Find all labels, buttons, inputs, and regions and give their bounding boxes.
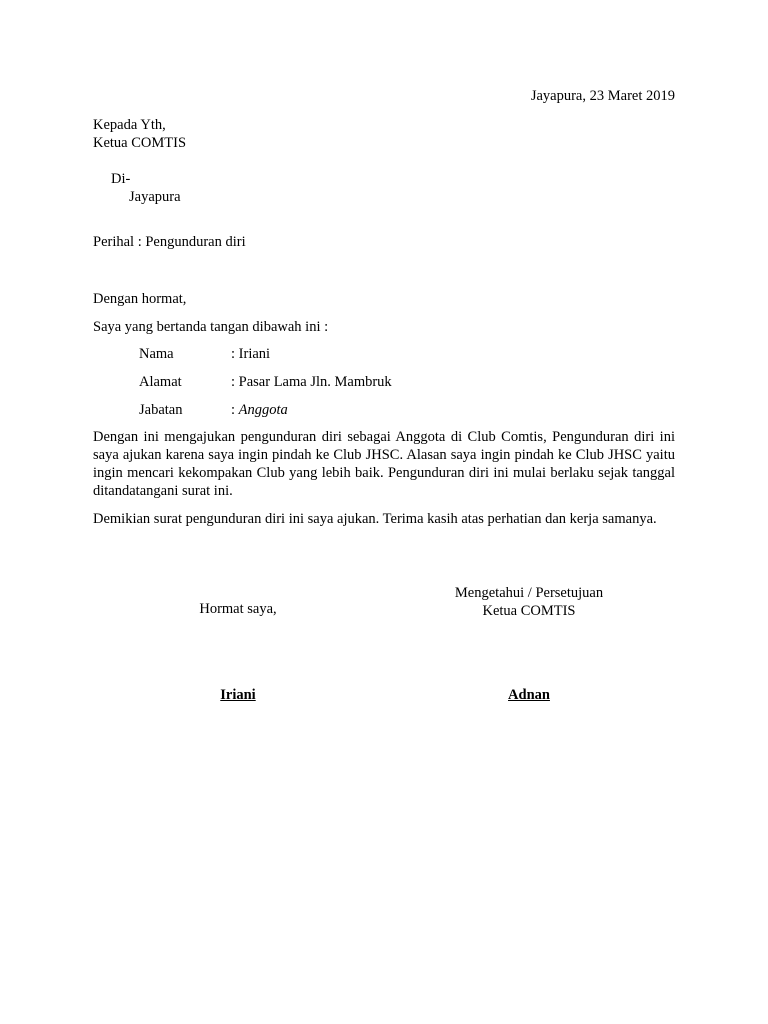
field-colon: : <box>231 402 239 418</box>
field-value-text: Anggota <box>238 402 288 418</box>
place-date: Jayapura, 23 Maret 2019 <box>530 88 675 104</box>
signature-right-title-line1: Mengetahui / Persetujuan <box>454 585 604 601</box>
field-colon: : <box>231 346 239 362</box>
signature-left-name: Iriani <box>220 687 256 703</box>
field-label-alamat: Alamat <box>139 374 182 390</box>
signature-left-title: Hormat saya, <box>199 601 277 617</box>
field-value-jabatan <box>231 401 288 419</box>
intro-line: Saya yang bertanda tangan dibawah ini : <box>93 319 329 335</box>
greeting: Dengan hormat, <box>93 291 187 307</box>
signature-right-title-line2: Ketua COMTIS <box>482 603 576 619</box>
field-label-jabatan: Jabatan <box>139 402 183 418</box>
subject-line: Perihal : Pengunduran diri <box>93 234 246 250</box>
recipient-city: Jayapura <box>129 189 181 205</box>
signature-right-name: Adnan <box>508 687 550 703</box>
recipient-salutation: Kepada Yth, <box>93 117 166 133</box>
body-paragraph-1: Dengan ini mengajukan pengunduran diri sebagai Anggota di Club Comtis, Pengunduran diri ini saya ajukan karena saya ingin pindah ke Club JHSC. Alasan saya ingin pindah ke Club JHSC yaitu ingin mencari kekompakan Club yang lebih baik. Pengunduran diri ini mulai berlaku sejak tanggal ditandatangani surat ini. <box>93 429 675 499</box>
field-value-alamat <box>231 373 392 391</box>
body-paragraph-2: Demikian surat pengunduran diri ini saya ajukan. Terima kasih atas perhatian dan kerja samanya. <box>93 511 657 527</box>
field-label-nama: Nama <box>139 346 174 362</box>
recipient-title: Ketua COMTIS <box>93 135 187 151</box>
signature-right-title <box>429 584 629 620</box>
recipient-di: Di- <box>111 171 131 187</box>
field-value-text: Pasar Lama Jln. Mambruk <box>238 374 392 390</box>
field-value-nama <box>231 345 270 363</box>
field-colon: : <box>231 374 239 390</box>
field-value-text: Iriani <box>238 346 271 362</box>
recipient-block <box>93 116 186 152</box>
